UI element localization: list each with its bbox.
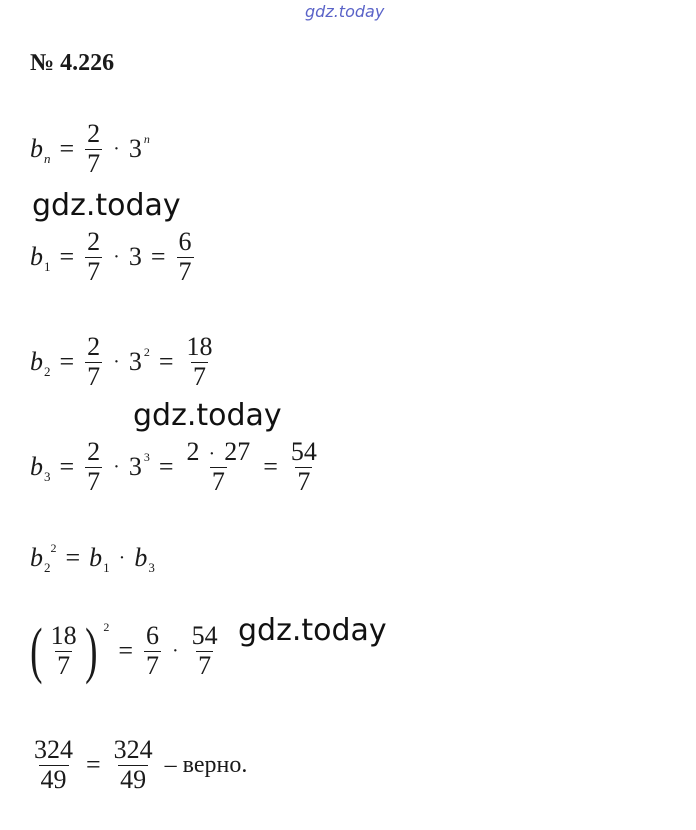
- fraction-2-7: $\frac{2}{7}$: [87, 437, 101, 496]
- fraction-2-7: $\frac{2}{7}$: [87, 119, 101, 178]
- multiply-dot: ·: [113, 137, 120, 160]
- var-b: b: [30, 134, 43, 164]
- right-paren: ): [84, 617, 98, 685]
- fraction-324-49: $\frac{324}{49}$: [34, 735, 73, 794]
- fraction-18-7: $\frac{18}{7}$: [50, 620, 77, 680]
- fraction-6-7: $\frac{6}{7}$: [145, 620, 159, 680]
- fraction-54-7: $\frac{54}{7}$: [290, 437, 317, 496]
- fraction-2-7: $\frac{2}{7}$: [87, 227, 101, 286]
- formula-general: [30, 120, 150, 178]
- equals-sign: =: [59, 134, 75, 164]
- watermark-3: gdz.today: [238, 613, 387, 648]
- formula-result: $\frac{324}{49}$ = $\frac{324}{49}$ – верно.: [34, 735, 248, 794]
- watermark-top: gdz.today: [305, 2, 385, 21]
- fraction-18-7: $\frac{18}{7}$: [186, 332, 213, 391]
- fraction-2-7: $\frac{2}{7}$: [87, 332, 101, 391]
- verdict-text: – верно.: [164, 751, 248, 778]
- watermark-2: gdz.today: [133, 398, 282, 433]
- problem-number: № 4.226: [30, 50, 115, 76]
- left-paren: (: [30, 617, 43, 685]
- exponent-n: n: [143, 131, 150, 146]
- formula-check: ( $\frac{18}{7}$ ) 2 = $\frac{6}{7}$ · $\frac{54}{7}$: [30, 617, 218, 685]
- watermark-1: gdz.today: [32, 188, 181, 223]
- fraction-2x27-7: $\frac{2 \cdot 27}{7}$: [186, 437, 251, 496]
- base-3: 3: [128, 134, 142, 164]
- fraction-324-49: $\frac{324}{49}$: [113, 735, 153, 794]
- formula-b3: b 3 = $\frac{2}{7}$ · 3 3 = $\frac{2 \cdot 27}{7}$ = $\frac{54}{7}$: [30, 437, 317, 496]
- fraction-54-7: $\frac{54}{7}$: [191, 620, 218, 680]
- fraction-6-7: $\frac{6}{7}$: [178, 227, 192, 286]
- formula-property: b 2 2 = b 1 · b 3: [30, 540, 155, 575]
- subscript-n: n: [44, 151, 51, 167]
- formula-b2: b 2 = $\frac{2}{7}$ · 3 2 = $\frac{18}{7}$: [30, 332, 213, 391]
- formula-b1: b 1 = $\frac{2}{7}$ · 3 = $\frac{6}{7}$: [30, 227, 192, 286]
